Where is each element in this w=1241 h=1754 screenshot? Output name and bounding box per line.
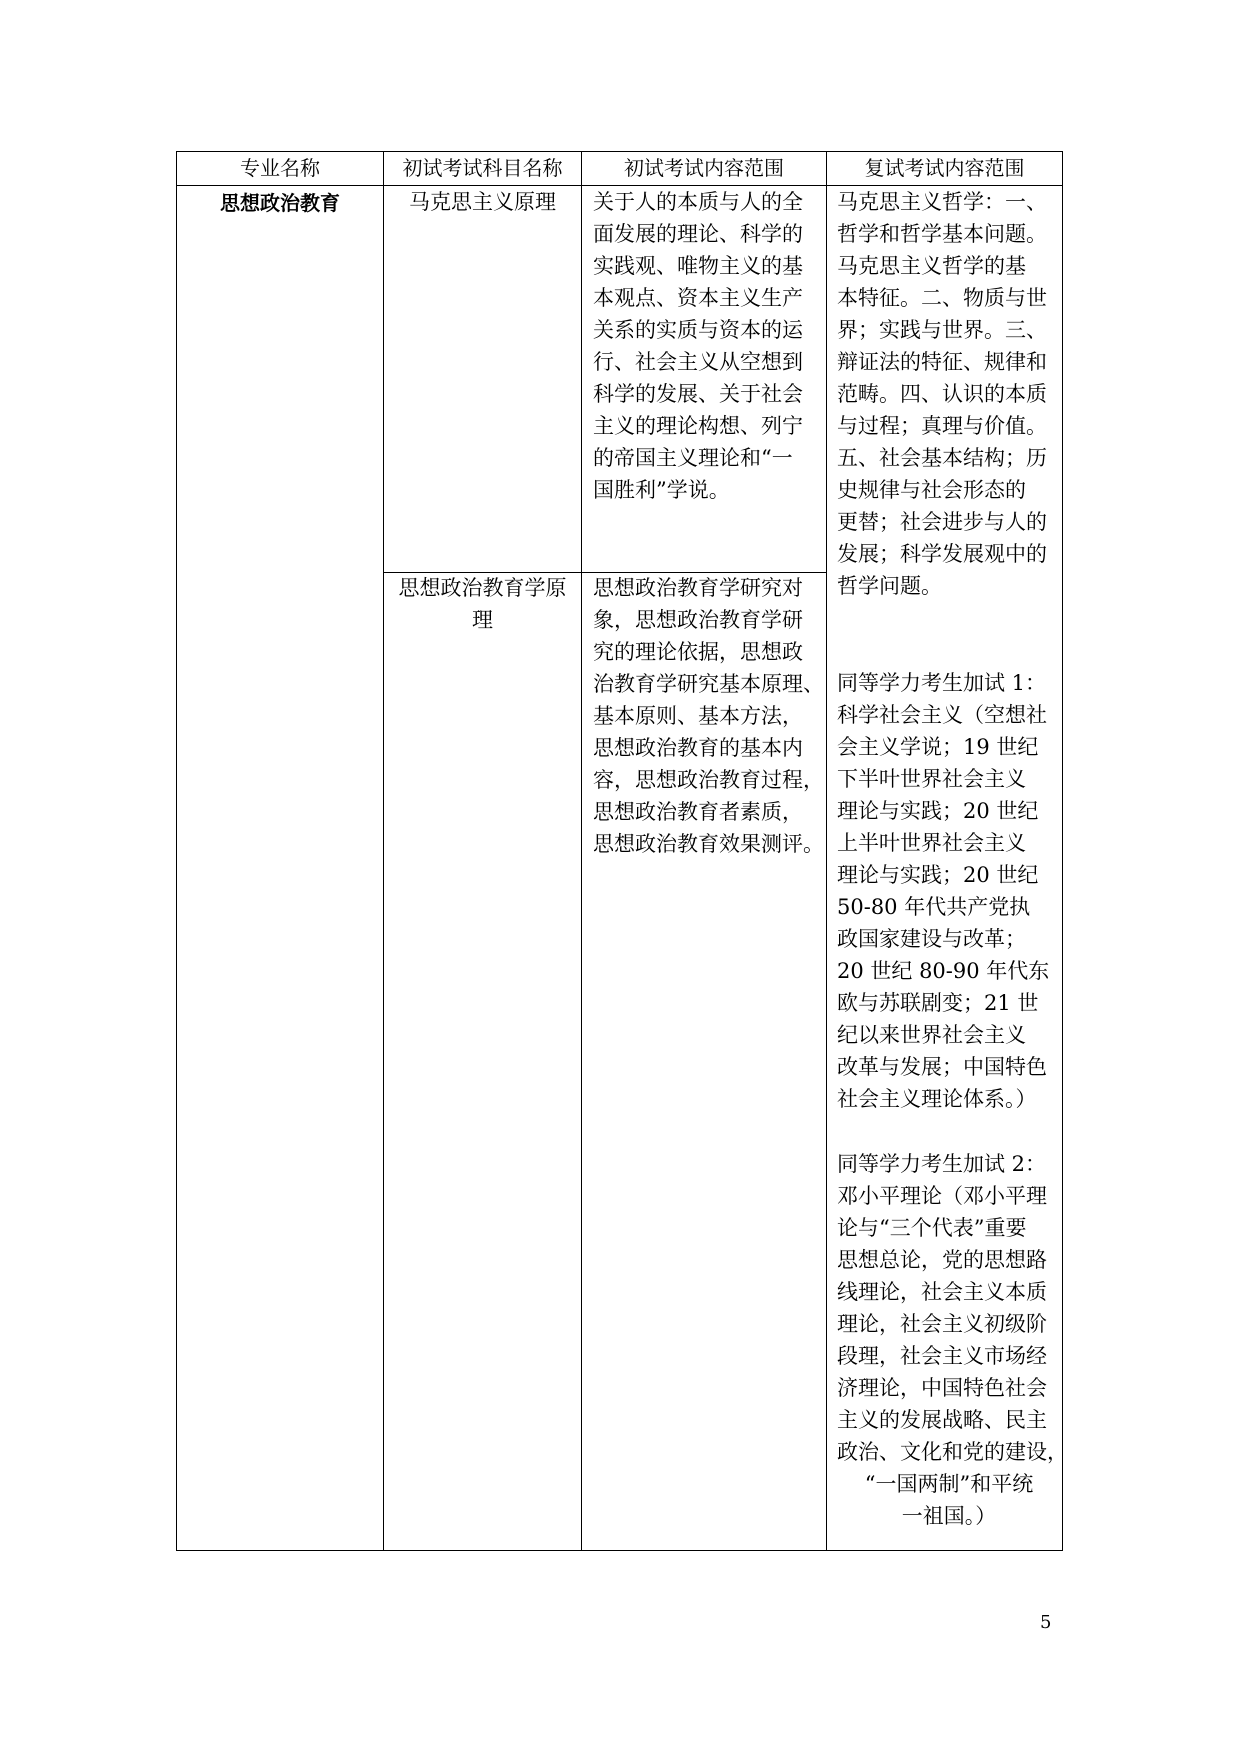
- subject-1-name: [384, 186, 581, 218]
- subject-1-scope-line: 实践观、唯物主义的基: [593, 254, 803, 278]
- retest-line: 史规律与社会形态的: [837, 478, 1026, 502]
- subject-1-scope-line: 面发展的理论、科学的: [593, 222, 803, 246]
- subject-2-scope-line: 思想政治教育效果测评。: [593, 832, 824, 856]
- subject-2-scope-line: 治教育学研究基本原理、: [593, 672, 824, 696]
- retest-line: 科学社会主义（空想社: [837, 703, 1047, 727]
- retest-line: 会主义学说；19 世纪: [837, 735, 1039, 759]
- retest-line: 马克思主义哲学：一、: [837, 190, 1047, 214]
- retest-line: 哲学问题。: [837, 574, 942, 598]
- retest-block-1: [837, 186, 1061, 602]
- subject-1-scope-line: 关系的实质与资本的运: [593, 318, 803, 342]
- subject-1-scope: [593, 186, 825, 506]
- subject-2-scope-line: 思想政治教育者素质，: [593, 800, 803, 824]
- retest-line: 政治、文化和党的建设，: [837, 1440, 1068, 1464]
- header-retest-scope: 复试考试内容范围: [864, 156, 1025, 180]
- retest-line: 社会主义理论体系。）: [837, 1087, 1037, 1111]
- retest-line: 下半叶世界社会主义: [837, 767, 1026, 791]
- retest-line: 50-80 年代共产党执: [837, 895, 1031, 919]
- retest-line: 政国家建设与改革；: [837, 927, 1026, 951]
- retest-line: 一祖国。）: [901, 1504, 997, 1528]
- retest-block-3: [837, 1148, 1068, 1532]
- header-major-name: 专业名称: [240, 156, 320, 180]
- retest-line: 哲学和哲学基本问题。: [837, 222, 1047, 246]
- page-number: 5: [1040, 1612, 1052, 1633]
- retest-line: 理论与实践；20 世纪: [837, 799, 1039, 823]
- retest-line: 辩证法的特征、规律和: [837, 350, 1047, 374]
- table-left-border: [176, 151, 177, 1551]
- subject-2-scope-line: 象，思想政治教育学研: [593, 608, 803, 632]
- subject-1-name-line: 马克思主义原理: [409, 190, 556, 214]
- retest-line: 邓小平理论（邓小平理: [837, 1184, 1047, 1208]
- retest-line: 济理论，中国特色社会: [837, 1376, 1047, 1400]
- column-divider-1: [383, 151, 384, 1551]
- subject-2-scope-line: 究的理论依据，思想政: [593, 640, 803, 664]
- table-bottom-border: [176, 1550, 1063, 1551]
- retest-line: 范畴。四、认识的本质: [837, 382, 1047, 406]
- retest-line: 论与“三个代表”重要: [837, 1216, 1027, 1240]
- retest-line: 段理，社会主义市场经: [837, 1344, 1047, 1368]
- retest-line: 本特征。二、物质与世: [837, 286, 1047, 310]
- retest-line: 五、社会基本结构；历: [837, 446, 1047, 470]
- subject-2-name-line: 思想政治教育学原: [398, 576, 567, 600]
- subject-2-scope-line: 基本原则、基本方法，: [593, 704, 803, 728]
- column-divider-2: [581, 151, 582, 1551]
- subject-1-scope-line: 关于人的本质与人的全: [593, 190, 803, 214]
- subject-1-scope-line: 主义的理论构想、列宁: [593, 414, 803, 438]
- retest-block-2: [837, 667, 1061, 1115]
- retest-line: 思想总论，党的思想路: [837, 1248, 1047, 1272]
- subject-1-scope-line: 科学的发展、关于社会: [593, 382, 803, 406]
- subject-2-scope: [593, 572, 825, 860]
- subject-2-scope-line: 思想政治教育学研究对: [593, 576, 803, 600]
- retest-line: 上半叶世界社会主义: [837, 831, 1026, 855]
- retest-line: 同等学力考生加试 2：: [837, 1152, 1047, 1176]
- subject-2-scope-line: 思想政治教育的基本内: [593, 736, 803, 760]
- retest-line: 与过程；真理与价值。: [837, 414, 1047, 438]
- header-prelim-scope: 初试考试内容范围: [624, 156, 784, 180]
- retest-line: 更替；社会进步与人的: [837, 510, 1047, 534]
- retest-line: 界；实践与世界。三、: [837, 318, 1047, 342]
- retest-line: 欧与苏联剧变；21 世: [837, 991, 1039, 1015]
- retest-line: 理论，社会主义初级阶: [837, 1312, 1047, 1336]
- retest-line: 发展；科学发展观中的: [837, 542, 1047, 566]
- retest-line: 线理论，社会主义本质: [837, 1280, 1047, 1304]
- retest-line: 改革与发展；中国特色: [837, 1055, 1047, 1079]
- retest-line: 马克思主义哲学的基: [837, 254, 1026, 278]
- subject-2-name-line: 理: [472, 608, 493, 632]
- column-divider-3: [826, 151, 827, 1551]
- subject-1-scope-line: 行、社会主义从空想到: [593, 350, 803, 374]
- table-right-border: [1062, 151, 1063, 1551]
- subject-2-scope-line: 容，思想政治教育过程，: [593, 768, 824, 792]
- subject-1-scope-line: 的帝国主义理论和“一: [593, 446, 793, 470]
- major-name: 思想政治教育: [220, 191, 340, 215]
- retest-line: “一国两制”和平统: [864, 1472, 1034, 1496]
- retest-line: 同等学力考生加试 1：: [837, 671, 1047, 695]
- retest-line: 20 世纪 80-90 年代东: [837, 959, 1050, 983]
- retest-line: 主义的发展战略、民主: [837, 1408, 1047, 1432]
- retest-line: 理论与实践；20 世纪: [837, 863, 1039, 887]
- subject-1-scope-line: 本观点、资本主义生产: [593, 286, 803, 310]
- retest-line: 纪以来世界社会主义: [837, 1023, 1026, 1047]
- header-prelim-subject: 初试考试科目名称: [402, 156, 563, 180]
- subject-1-scope-line: 国胜利”学说。: [593, 478, 730, 502]
- subject-2-name: [384, 572, 581, 636]
